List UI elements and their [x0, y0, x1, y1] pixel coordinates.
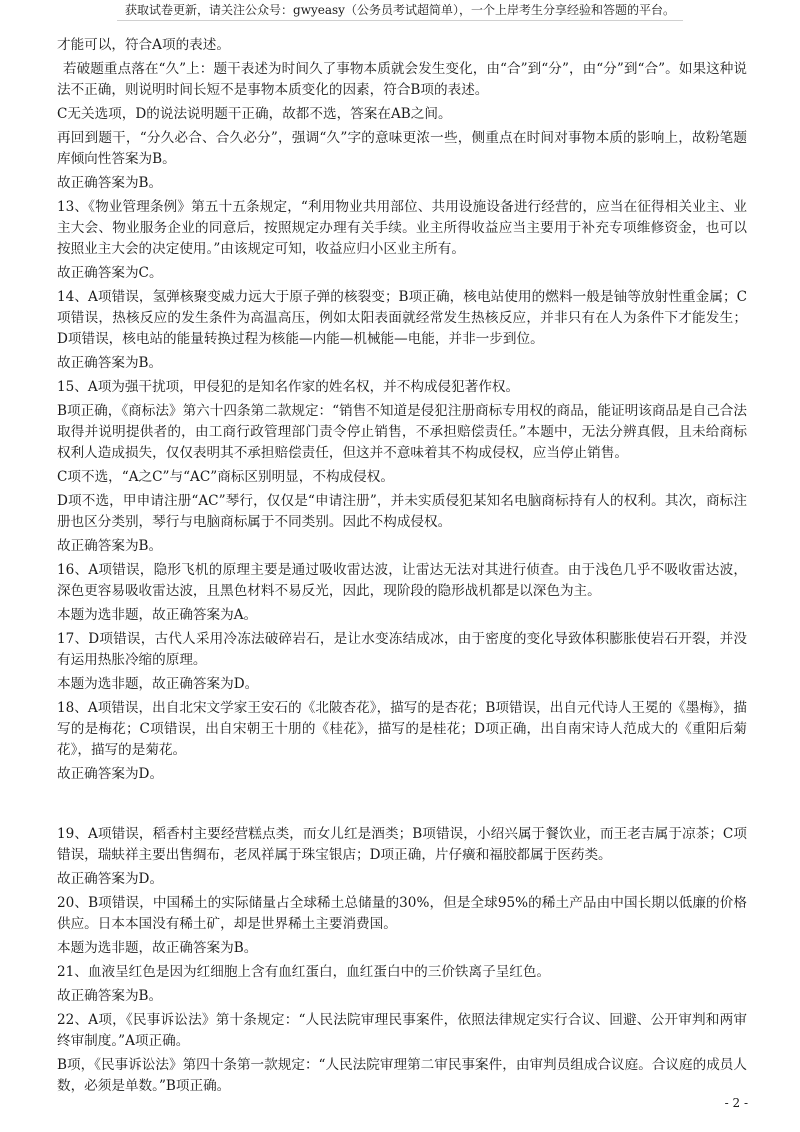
paragraph: 19、A项错误，稻香村主要经营糕点类，而女儿红是酒类；B项错误，小绍兴属于餐饮业，而王老吉属于凉茶；C项错误，瑞蚨祥主要出售绸布，老凤祥属于珠宝银店；D项正确，片仔癀和福胶都属于医药类。: [57, 826, 747, 863]
page-header: 获取试卷更新，请关注公众号：gwyeasy（公务员考试超简单），一个上岸考生分享经验和答题的平台。: [117, 0, 683, 21]
paragraph: 16、A项错误，隐形飞机的原理主要是通过吸收雷达波，让雷达无法对其进行侦查。由于浅色几乎不吸收雷达波，深色更容易吸收雷达波，且黑色材料不易反光，因此，现阶段的隐形战机都是以深色为主。: [57, 562, 747, 599]
answer-line: 故正确答案为D。: [57, 766, 164, 782]
paragraph: 22、A项，《民事诉讼法》第十条规定：“人民法院审理民事案件，依照法律规定实行合议、回避、公开审判和两审终审制度。”A项正确。: [57, 1012, 747, 1049]
document-body: [57, 35, 747, 1100]
paragraph: 15、A项为强干扰项，甲侵犯的是知名作家的姓名权，并不构成侵犯著作权。: [57, 379, 520, 395]
vertical-gap: [57, 788, 747, 824]
paragraph-group-bottom: [57, 824, 747, 1097]
paragraph: C无关选项，D的说法说明题干正确，故都不选，答案在AB之间。: [57, 106, 452, 122]
answer-line: 故正确答案为B。: [57, 988, 163, 1004]
paragraph-group-top: [57, 35, 747, 785]
paragraph: 13、《物业管理条例》第五十五条规定，“利用物业共用部位、共用设施设备进行经营的，应当在征得相关业主、业主大会、物业服务企业的同意后，按照规定办理有关手续。业主所得收益应当主要用于补充专项维修资金，也可以按照业主大会的决定使用。”由该规定可知，收益应归小区业主所有。: [57, 199, 747, 257]
paragraph: D项不选，甲申请注册“AC”琴行，仅仅是“申请注册”，并未实质侵犯某知名电脑商标持有人的权利。其次，商标注册也区分类别，琴行与电脑商标属于不同类别。因此不构成侵权。: [57, 493, 747, 530]
paragraph: 17、D项错误，古代人采用冷冻法破碎岩石，是让水变冻结成冰，由于密度的变化导致体积膨胀使岩石开裂，并没有运用热胀冷缩的原理。: [57, 631, 747, 668]
paragraph: 14、A项错误，氢弹核聚变威力远大于原子弹的核裂变；B项正确，核电站使用的燃料一般是铀等放射性重金属；C项错误，热核反应的发生条件为高温高压，例如太阳表面就经常发生热核反应，并非只有在人为条件下才能发生；D项错误，核电站的能量转换过程为核能—内能—机械能—电能，并非一步到位。: [57, 289, 747, 347]
answer-line: 故正确答案为C。: [57, 265, 163, 281]
answer-line: 故正确答案为B。: [57, 175, 163, 191]
paragraph: B项正确，《商标法》第六十四条第二款规定：“销售不知道是侵犯注册商标专用权的商品，能证明该商品是自己合法取得并说明提供者的，由工商行政管理部门责令停止销售，不承担赔偿责任。”本题中，无法分辨真假，且未给商标权利人造成损失，仅仅表明其不承担赔偿责任，但这并不意味着其不构成侵权，应当停止销售。: [57, 403, 747, 461]
paragraph: 21、血液呈红色是因为红细胞上含有血红蛋白，血红蛋白中的三价铁离子呈红色。: [57, 964, 551, 980]
answer-line: 本题为选非题，故正确答案为A。: [57, 607, 258, 623]
paragraph: 18、A项错误，出自北宋文学家王安石的《北陂杏花》，描写的是杏花；B项错误，出自元代诗人王冕的《墨梅》，描写的是梅花；C项错误，出自宋朝王十朋的《桂花》，描写的是桂花；D项正确，出自南宋诗人范成大的《重阳后菊花》，描写的是菊花。: [57, 700, 747, 758]
page-number: - 2 -: [724, 1096, 748, 1110]
paragraph: B项，《民事诉讼法》第四十条第一款规定：“人民法院审理第二审民事案件，由审判员组成合议庭。合议庭的成员人数，必须是单数。”B项正确。: [57, 1057, 747, 1094]
paragraph: 才能可以，符合A项的表述。: [57, 37, 230, 53]
paragraph: 再回到题干，“分久必合、合久必分”，强调“久”字的意味更浓一些，侧重点在时间对事物本质的影响上，故粉笔题库倾向性答案为B。: [57, 130, 747, 167]
answer-line: 故正确答案为D。: [57, 871, 164, 887]
answer-line: 故正确答案为B。: [57, 538, 163, 554]
paragraph: C项不选，“A之C”与“AC”商标区别明显，不构成侵权。: [57, 469, 394, 485]
paragraph: 20、B项错误，中国稀土的实际储量占全球稀土总储量的30%，但是全球95%的稀土产品由中国长期以低廉的价格供应。日本本国没有稀土矿，却是世界稀土主要消费国。: [57, 895, 747, 932]
answer-line: 本题为选非题，故正确答案为B。: [57, 940, 258, 956]
answer-line: 故正确答案为B。: [57, 355, 163, 371]
paragraph: 若破题重点落在“久”上：题干表述为时间久了事物本质就会发生变化，由“合”到“分”，由“分”到“合”。如果这种说法不正确，则说明时间长短不是事物本质变化的因素，符合B项的表述。: [57, 61, 747, 98]
answer-line: 本题为选非题，故正确答案为D。: [57, 676, 259, 692]
